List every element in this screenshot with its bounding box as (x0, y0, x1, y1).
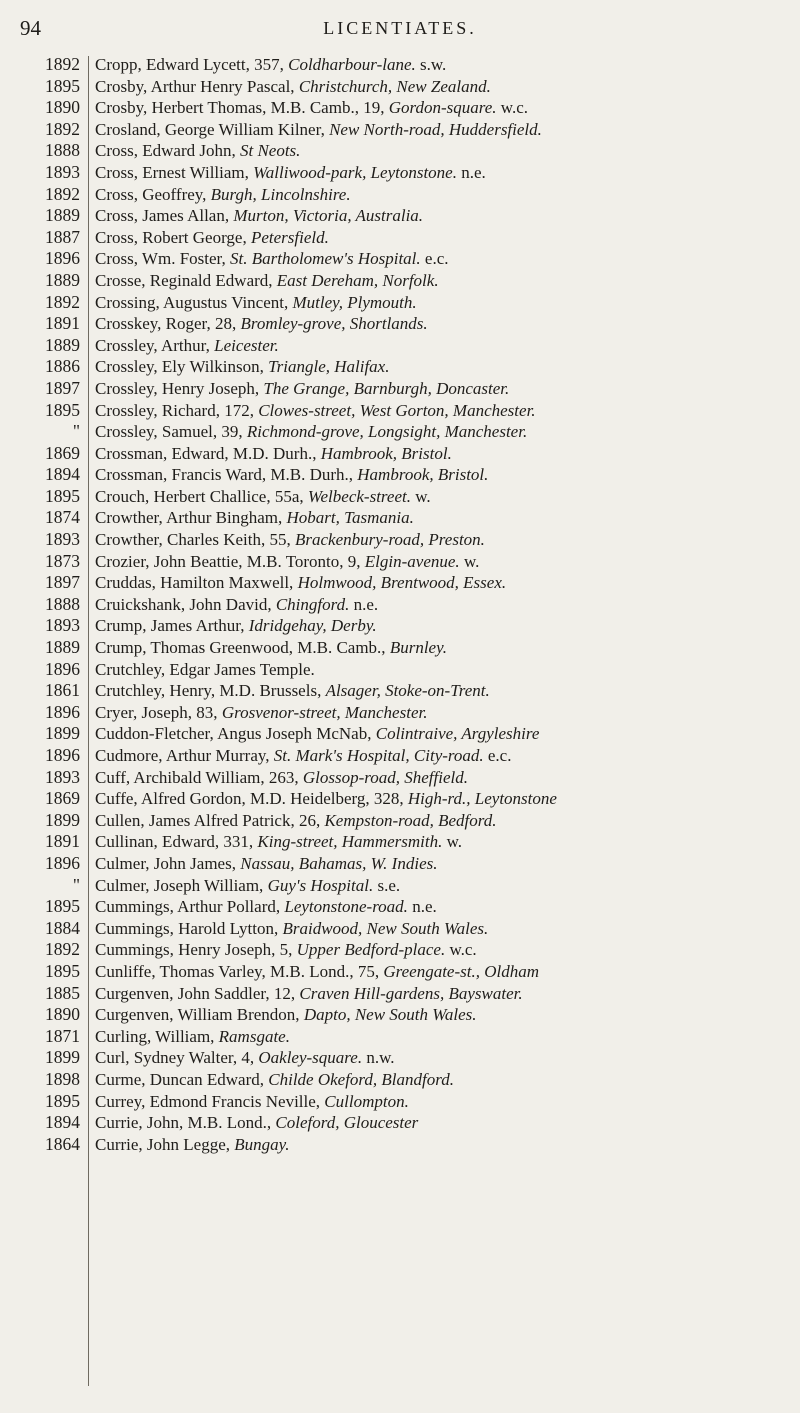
entry-place: Welbeck-street. (307, 486, 411, 506)
entry-year: 1896 (45, 745, 80, 765)
entry-year: 1889 (45, 205, 80, 226)
entry-year: 1895 (45, 399, 80, 420)
entry-place: Childe Okeford, Blandford. (268, 1069, 454, 1089)
entry-year: 1894 (45, 464, 80, 485)
entry-name: Crouch, Herbert Challice, 55a, (95, 486, 308, 506)
entry-year: 1891 (45, 313, 80, 334)
entry-year: 1873 (45, 550, 80, 571)
entry-name: Culmer, Joseph William, (95, 875, 268, 895)
entry-place: Coleford, Gloucester (275, 1113, 419, 1133)
entry-year: 1888 (45, 593, 80, 614)
entry-place: Dapto, New South Wales. (303, 1005, 477, 1025)
entry-name: Cruickshank, John David, (95, 594, 276, 614)
entry-place: Craven Hill-gardens, Bayswater. (299, 983, 523, 1003)
entry-year: 1861 (45, 680, 80, 701)
entry-row (95, 572, 785, 594)
entry-row (95, 723, 785, 745)
entry-row (95, 1069, 785, 1091)
entry-name: Cudmore, Arthur Murray, (95, 746, 274, 765)
entry-row (95, 594, 785, 616)
running-head: LICENTIATES. (323, 18, 477, 38)
entry-name: Crosby, Herbert Thomas, M.B. Camb., 19, (95, 98, 389, 118)
entry-row (95, 54, 785, 76)
entry-place: Colintraive, Argyleshire (375, 724, 540, 744)
entry-row (95, 767, 785, 789)
entry-name: Crump, Thomas Greenwood, M.B. Camb., (95, 638, 390, 658)
entry-place: Brackenbury-road, Preston. (294, 530, 485, 550)
entry-place: Leicester. (214, 335, 279, 355)
entry-district: e.c. (483, 746, 512, 765)
entry-place: Walliwood-park, Leytonstone. (253, 162, 457, 182)
entry-name: Cummings, Harold Lytton, (95, 918, 283, 938)
entry-row (95, 507, 785, 529)
entry-year: 1892 (45, 183, 80, 204)
entry-name: Crump, James Arthur, (95, 616, 249, 636)
entry-row (95, 810, 785, 832)
entry-year: 1892 (45, 939, 80, 960)
entry-name: Cuddon-Fletcher, Angus Joseph McNab, (95, 724, 376, 744)
entry-year: 1899 (45, 1047, 80, 1068)
entry-place: Leytonstone-road. (284, 897, 408, 917)
entry-name: Cullinan, Edward, 331, (95, 832, 258, 852)
entry-row (95, 205, 785, 227)
entry-row (95, 529, 785, 551)
entry-place: Burgh, Lincolnshire. (210, 184, 351, 204)
entry-row (95, 702, 785, 724)
entry-name: Crutchley, Edgar James Temple. (95, 659, 315, 679)
entry-year: 1892 (45, 118, 80, 139)
entry-district: n.w. (362, 1048, 395, 1068)
entry-name: Crowther, Arthur Bingham, (95, 508, 287, 528)
entry-row (95, 831, 785, 853)
column-rule (88, 56, 89, 1386)
entry-row (95, 227, 785, 249)
entry-year: 1885 (45, 982, 80, 1003)
entry-row (95, 292, 785, 314)
entry-place: Bromley-grove, Shortlands. (240, 314, 428, 334)
entry-place: Christchurch, New Zealand. (298, 76, 491, 96)
entry-name: Crossley, Ely Wilkinson, (95, 357, 269, 377)
entry-row (95, 1026, 785, 1048)
entry-name: Cross, Wm. Foster, (95, 249, 231, 269)
entry-row (95, 184, 785, 206)
entry-row (95, 76, 785, 98)
entry-row (95, 119, 785, 141)
entry-name: Crosland, George William Kilner, (95, 119, 330, 139)
entry-year: 1869 (45, 788, 80, 809)
entry-row (95, 97, 785, 119)
entry-row (95, 680, 785, 702)
entry-year: 1897 (45, 572, 80, 593)
entry-year: 1887 (45, 226, 80, 247)
entry-name: Cross, Geoffrey, (95, 184, 211, 204)
entry-row (95, 486, 785, 508)
entry-row (95, 378, 785, 400)
entry-place: Bungay. (234, 1134, 290, 1154)
entry-year: 1889 (45, 334, 80, 355)
entry-place: St. Mark's Hospital, City-road. (273, 746, 484, 765)
entry-year: 1896 (45, 248, 80, 269)
year-column (14, 54, 86, 1155)
entry-year: 1892 (45, 291, 80, 312)
entry-place: Petersfield. (250, 227, 329, 247)
entry-year: 1895 (45, 485, 80, 506)
entry-district: w. (459, 551, 480, 571)
entry-row (95, 270, 785, 292)
entry-row (95, 162, 785, 184)
entry-year: 1864 (45, 1133, 80, 1154)
entry-row (95, 400, 785, 422)
entry-year: 1886 (45, 356, 80, 377)
entry-row (95, 788, 785, 810)
entry-name: Cross, Edward John, (95, 141, 240, 161)
entry-place: Elgin-avenue. (364, 551, 460, 571)
entry-name: Crossley, Henry Joseph, (95, 378, 264, 398)
entry-row (95, 875, 785, 897)
entry-name: Cullen, James Alfred Patrick, 26, (95, 810, 325, 830)
entry-name: Crowther, Charles Keith, 55, (95, 530, 295, 550)
entry-place: Nassau, Bahamas, W. Indies. (240, 853, 438, 873)
entry-row (95, 983, 785, 1005)
entry-row (95, 853, 785, 875)
entry-place: Greengate-st., Oldham (383, 961, 540, 981)
entry-row (95, 961, 785, 983)
entry-place: Alsager, Stoke-on-Trent. (325, 681, 490, 701)
entry-district: w. (442, 832, 463, 852)
entry-name: Curling, William, (95, 1026, 219, 1046)
entry-year: 1891 (45, 831, 80, 852)
entry-row (95, 615, 785, 637)
entry-row (95, 313, 785, 335)
entry-name: Cropp, Edward Lycett, 357, (95, 55, 289, 74)
entry-district: w.c. (445, 940, 477, 960)
entry-name: Crossley, Richard, 172, (95, 400, 259, 420)
entry-year: 1896 (45, 701, 80, 722)
entry-place: King-street, Hammersmith. (257, 832, 443, 852)
entry-name: Cross, James Allan, (95, 206, 234, 226)
entry-year: 1884 (45, 917, 80, 938)
entry-year: 1895 (45, 896, 80, 917)
entry-year: 1869 (45, 442, 80, 463)
entry-year: 1899 (45, 809, 80, 830)
entry-place: Grosvenor-street, Manchester. (221, 702, 428, 722)
entry-row (95, 421, 785, 443)
entry-place: Mutley, Plymouth. (292, 292, 417, 312)
entry-name: Cummings, Henry Joseph, 5, (95, 940, 297, 960)
entry-place: Hambrook, Bristol. (320, 443, 452, 463)
entry-year: 1894 (45, 1112, 80, 1133)
entry-place: Kempston-road, Bedford. (324, 810, 497, 830)
entry-row (95, 140, 785, 162)
entry-name: Crozier, John Beattie, M.B. Toronto, 9, (95, 551, 365, 571)
entry-district: n.e. (456, 162, 486, 182)
entry-row (95, 637, 785, 659)
entry-name: Cummings, Arthur Pollard, (95, 897, 285, 917)
entry-year: 1871 (45, 1025, 80, 1046)
entry-name: Crossley, Samuel, 39, (95, 422, 247, 442)
entry-year: " (72, 421, 80, 442)
entry-name: Curgenven, John Saddler, 12, (95, 983, 300, 1003)
entry-place: East Dereham, Norfolk. (276, 270, 439, 290)
entry-year: 1895 (45, 1090, 80, 1111)
page-number: 94 (20, 16, 41, 40)
entry-year: 1898 (45, 1068, 80, 1089)
entry-name: Crossley, Arthur, (95, 335, 215, 355)
page-header (0, 16, 800, 44)
entry-year: 1893 (45, 161, 80, 182)
entry-district: n.e. (349, 594, 379, 614)
entry-name: Curgenven, William Brendon, (95, 1005, 304, 1025)
entry-name: Curl, Sydney Walter, 4, (95, 1048, 259, 1068)
entry-year: 1890 (45, 97, 80, 118)
entry-place: Hobart, Tasmania. (286, 508, 414, 528)
entry-place: New North-road, Huddersfield. (329, 119, 542, 139)
entry-row (95, 248, 785, 270)
entry-district: w. (410, 486, 431, 506)
entry-place: Guy's Hospital. (267, 875, 374, 895)
entry-name: Currey, Edmond Francis Neville, (95, 1091, 325, 1111)
entry-row (95, 745, 785, 767)
entry-name: Crossman, Edward, M.D. Durh., (95, 443, 321, 463)
entry-row (95, 335, 785, 357)
entry-year: 1893 (45, 529, 80, 550)
entry-place: Cullompton. (324, 1091, 409, 1111)
entry-place: Braidwood, New South Wales. (282, 918, 489, 938)
entry-row (95, 939, 785, 961)
entry-name: Crutchley, Henry, M.D. Brussels, (95, 681, 326, 701)
entry-year: 1890 (45, 1004, 80, 1025)
entry-row (95, 659, 785, 681)
entry-row (95, 896, 785, 918)
entry-row (95, 1091, 785, 1113)
entry-row (95, 1004, 785, 1026)
entry-place: Clowes-street, West Gorton, Manchester. (258, 400, 536, 420)
entry-row (95, 1047, 785, 1069)
entry-district: s.w. (415, 55, 447, 74)
entry-year: 1896 (45, 658, 80, 679)
entry-place: The Grange, Barnburgh, Doncaster. (263, 378, 510, 398)
entry-place: Upper Bedford-place. (296, 940, 446, 960)
entry-year: 1896 (45, 852, 80, 873)
entry-year: 1892 (45, 54, 80, 74)
entry-year: 1893 (45, 766, 80, 787)
entry-year: 1889 (45, 269, 80, 290)
entry-name: Crosse, Reginald Edward, (95, 270, 277, 290)
entry-place: Triangle, Halifax. (268, 357, 390, 377)
entry-district: s.e. (373, 875, 401, 895)
entry-place: St Neots. (239, 141, 301, 161)
entry-place: Murton, Victoria, Australia. (233, 206, 424, 226)
entry-name: Cruddas, Hamilton Maxwell, (95, 573, 298, 593)
entry-row (95, 1112, 785, 1134)
entry-row (95, 443, 785, 465)
entry-name: Cuffe, Alfred Gordon, M.D. Heidelberg, 328, (95, 789, 408, 809)
entry-place: Idridgehay, Derby. (248, 616, 377, 636)
entry-year: 1899 (45, 723, 80, 744)
entry-district: w.c. (496, 98, 528, 118)
entry-row (95, 1134, 785, 1156)
entry-name: Crosby, Arthur Henry Pascal, (95, 76, 299, 96)
entry-place: Richmond-grove, Longsight, Manchester. (246, 422, 528, 442)
entry-district: n.e. (407, 897, 437, 917)
entry-name: Cross, Robert George, (95, 227, 251, 247)
entry-year: " (72, 874, 80, 895)
entry-row (95, 356, 785, 378)
entry-name: Curme, Duncan Edward, (95, 1069, 269, 1089)
entry-name: Cunliffe, Thomas Varley, M.B. Lond., 75, (95, 961, 384, 981)
entry-place: Hambrook, Bristol. (357, 465, 489, 485)
entry-year: 1888 (45, 140, 80, 161)
entry-place: Coldharbour-lane. (288, 55, 416, 74)
entry-year: 1895 (45, 75, 80, 96)
entry-year: 1895 (45, 960, 80, 981)
entry-name: Crosskey, Roger, 28, (95, 314, 241, 334)
entry-place: High-rd., Leytonstone (407, 789, 557, 809)
entry-name: Cryer, Joseph, 83, (95, 702, 222, 722)
entry-name: Culmer, John James, (95, 853, 241, 873)
entry-name: Cross, Ernest William, (95, 162, 254, 182)
entry-name: Crossing, Augustus Vincent, (95, 292, 293, 312)
entry-name: Currie, John Legge, (95, 1134, 235, 1154)
entry-district: e.c. (420, 249, 449, 269)
entry-year: 1897 (45, 377, 80, 398)
entry-place: Chingford. (275, 594, 350, 614)
entry-name: Crossman, Francis Ward, M.B. Durh., (95, 465, 358, 485)
entry-place: Gordon-square. (388, 98, 497, 118)
entry-year: 1889 (45, 637, 80, 658)
entry-place: Ramsgate. (218, 1026, 290, 1046)
entry-year: 1874 (45, 507, 80, 528)
entry-place: Holmwood, Brentwood, Essex. (297, 573, 507, 593)
entry-row (95, 464, 785, 486)
entry-place: Burnley. (389, 638, 447, 658)
entry-row (95, 918, 785, 940)
entry-place: Glossop-road, Sheffield. (302, 767, 468, 787)
entry-place: Oakley-square. (258, 1048, 363, 1068)
entry-row (95, 551, 785, 573)
entry-place: St. Bartholomew's Hospital. (230, 249, 421, 269)
entry-name: Currie, John, M.B. Lond., (95, 1113, 276, 1133)
entry-year: 1893 (45, 615, 80, 636)
entry-list (95, 54, 785, 1155)
entry-name: Cuff, Archibald William, 263, (95, 767, 303, 787)
